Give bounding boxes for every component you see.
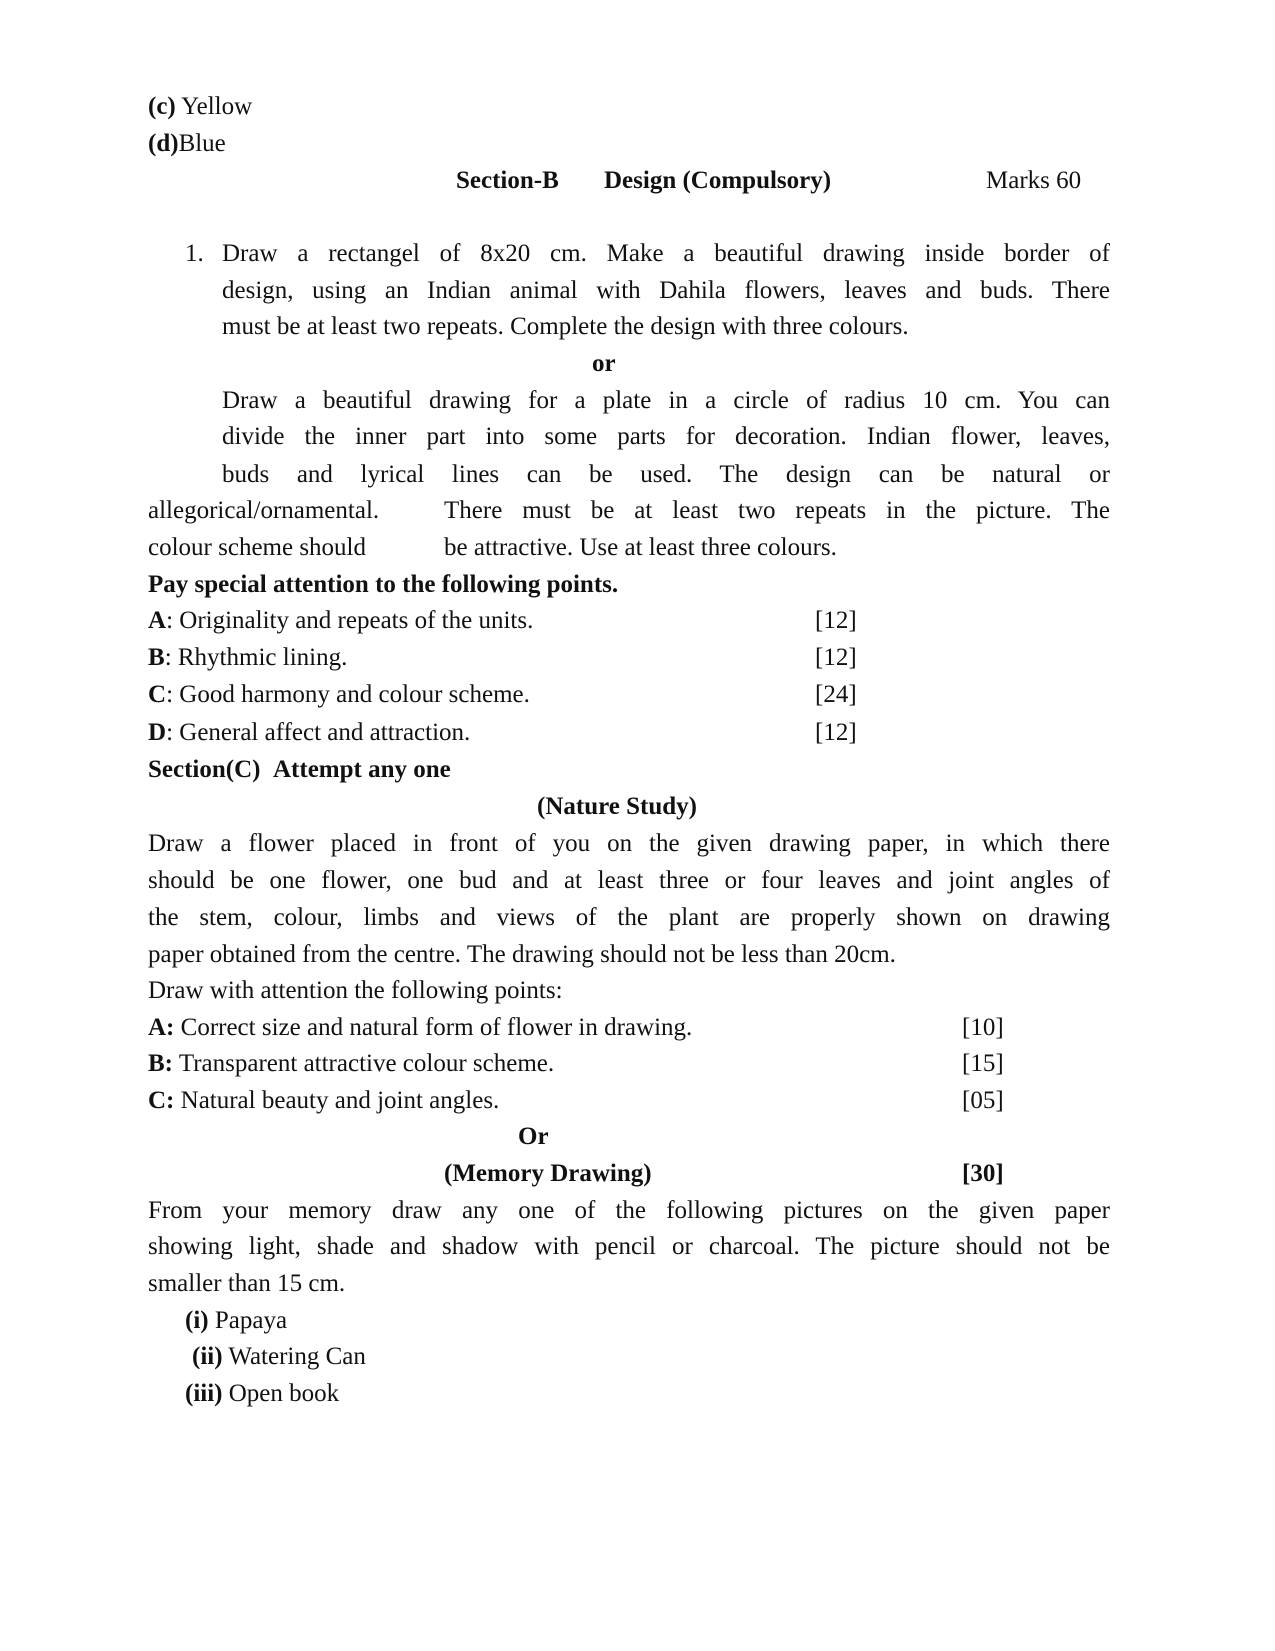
criteria-marks: [24]	[815, 681, 857, 708]
question-alt-line: allegorical/ornamental.	[148, 497, 380, 524]
section-b-title: Section-B	[456, 167, 559, 194]
criteria-marks: [12]	[815, 644, 857, 671]
memory-item-text: Open book	[228, 1380, 340, 1407]
nature-line: Draw a flower placed in front of you on the given drawing paper, in which there	[148, 830, 1110, 857]
question-alt-line: colour scheme should	[148, 534, 367, 561]
memory-item-label: (i)	[185, 1307, 209, 1334]
question-alt-line: divide the inner part into some parts for decoration. Indian flower, leaves,	[222, 423, 1110, 450]
option-text: Blue	[178, 130, 226, 157]
memory-item-text: Watering Can	[228, 1343, 366, 1370]
nature-point-key: C:	[148, 1087, 175, 1114]
memory-item	[185, 1379, 339, 1409]
criteria-key: A	[148, 607, 167, 634]
nature-point-text: Correct size and natural form of flower in drawing.	[180, 1014, 693, 1041]
criteria-item	[148, 718, 470, 748]
question-line: design, using an Indian animal with Dahila flowers, leaves and buds. There	[222, 277, 1110, 304]
section-b-marks: Marks 60	[986, 167, 1082, 194]
memory-line: From your memory draw any one of the following pictures on the given paper	[148, 1197, 1110, 1224]
question-line: Draw a rectangel of 8x20 cm. Make a beautiful drawing inside border of	[222, 240, 1110, 267]
criteria-heading: Pay special attention to the following points.	[148, 571, 619, 598]
criteria-key: C	[148, 681, 167, 708]
memory-item-text: Papaya	[214, 1307, 288, 1334]
memory-line: smaller than 15 cm.	[148, 1270, 346, 1297]
or-divider: Or	[518, 1123, 549, 1150]
criteria-text: : Rhythmic lining.	[164, 644, 348, 671]
nature-point-marks: [05]	[962, 1087, 1004, 1114]
option-d	[148, 129, 226, 159]
nature-study-title: (Nature Study)	[537, 793, 697, 820]
nature-point-marks: [10]	[962, 1014, 1004, 1041]
nature-point-text: Transparent attractive colour scheme.	[178, 1050, 555, 1077]
section-b-subtitle: Design (Compulsory)	[604, 167, 832, 194]
option-text: Yellow	[181, 93, 253, 120]
criteria-item	[148, 680, 530, 710]
memory-drawing-marks: [30]	[962, 1160, 1004, 1187]
criteria-text: : General affect and attraction.	[166, 719, 471, 746]
memory-item	[185, 1306, 287, 1336]
nature-point	[148, 1086, 499, 1116]
criteria-item	[148, 606, 533, 636]
question-number: 1.	[185, 240, 204, 267]
memory-item-label: (iii)	[185, 1380, 223, 1407]
or-divider: or	[592, 350, 616, 377]
option-label: (d)	[148, 130, 179, 157]
question-alt-line: buds and lyrical lines can be used. The design can be natural or	[222, 461, 1110, 488]
nature-point	[148, 1049, 554, 1079]
nature-line: paper obtained from the centre. The drawing should not be less than 20cm.	[148, 941, 896, 968]
criteria-key: D	[148, 719, 167, 746]
criteria-marks: [12]	[815, 719, 857, 746]
nature-point	[148, 1013, 692, 1043]
question-alt-line: Draw a beautiful drawing for a plate in a circle of radius 10 cm. You can	[222, 387, 1110, 414]
memory-item	[192, 1342, 366, 1372]
nature-line: should be one flower, one bud and at least three or four leaves and joint angles of	[148, 867, 1110, 894]
option-label: (c)	[148, 93, 176, 120]
section-c-instruction: Attempt any one	[272, 756, 451, 783]
nature-points-heading: Draw with attention the following points:	[148, 977, 563, 1004]
criteria-text: : Originality and repeats of the units.	[166, 607, 534, 634]
nature-point-text: Natural beauty and joint angles.	[180, 1087, 500, 1114]
criteria-marks: [12]	[815, 607, 857, 634]
section-c-label: Section(C)	[148, 756, 261, 783]
option-c	[148, 92, 252, 122]
memory-line: showing light, shade and shadow with pencil or charcoal. The picture should not be	[148, 1233, 1110, 1260]
criteria-text: : Good harmony and colour scheme.	[166, 681, 530, 708]
question-alt-line: be attractive. Use at least three colours.	[444, 534, 837, 561]
memory-item-label: (ii)	[192, 1343, 223, 1370]
question-alt-line: There must be at least two repeats in the picture. The	[444, 497, 1110, 524]
nature-point-key: B:	[148, 1050, 173, 1077]
criteria-item	[148, 643, 347, 673]
section-c-title	[148, 755, 451, 785]
memory-drawing-title: (Memory Drawing)	[444, 1160, 652, 1187]
nature-point-key: A:	[148, 1014, 175, 1041]
question-line: must be at least two repeats. Complete the design with three colours.	[222, 313, 909, 340]
nature-line: the stem, colour, limbs and views of the plant are properly shown on drawing	[148, 904, 1110, 931]
nature-point-marks: [15]	[962, 1050, 1004, 1077]
criteria-key: B	[148, 644, 165, 671]
